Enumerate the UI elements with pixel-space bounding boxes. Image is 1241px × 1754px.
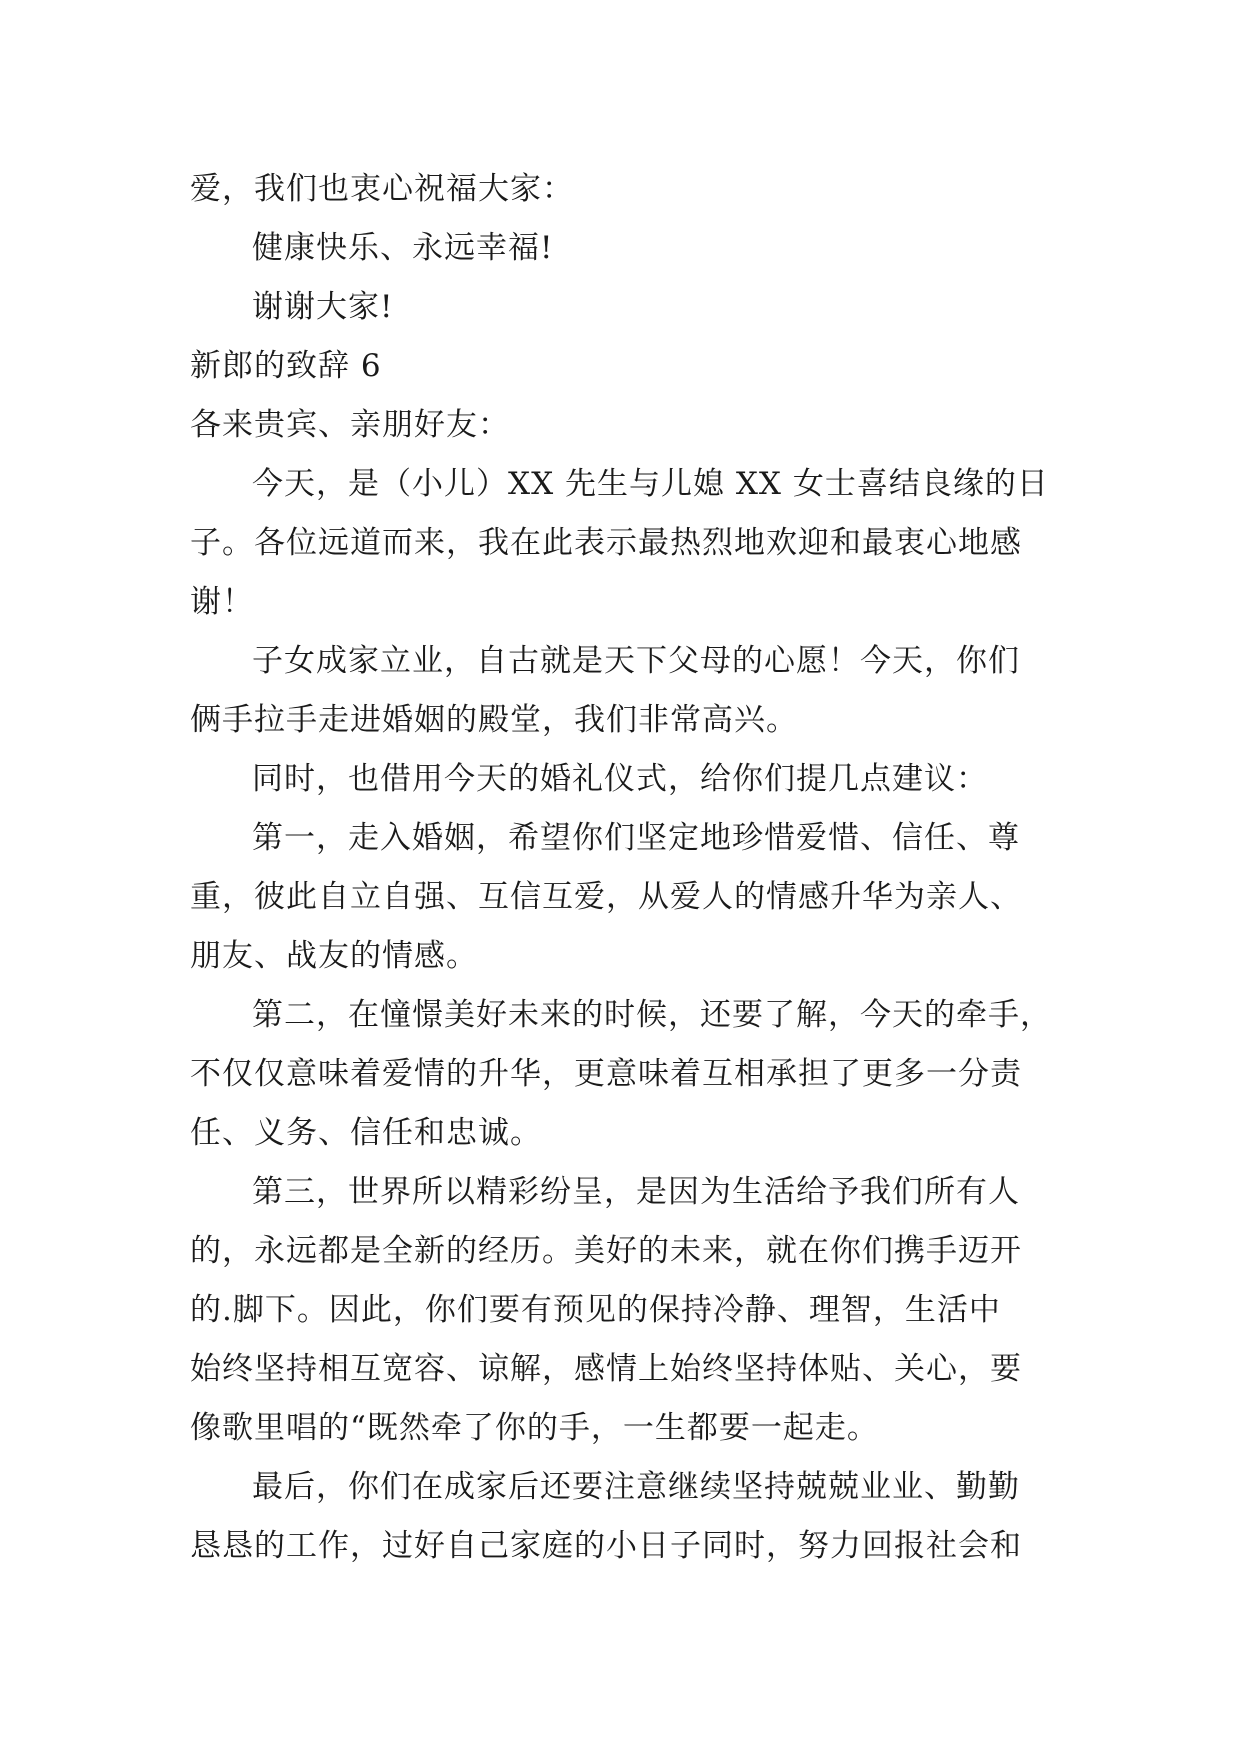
text-line: 的.脚下。因此，你们要有预见的保持冷静、理智，生活中 bbox=[190, 1292, 1001, 1328]
text-line: 始终坚持相互宽容、谅解，感情上始终坚持体贴、关心，要 bbox=[190, 1351, 1022, 1387]
text-line: 第一，走入婚姻，希望你们坚定地珍惜爱惜、信任、尊 bbox=[252, 820, 1020, 856]
salutation: 各来贵宾、亲朋好友： bbox=[190, 407, 510, 443]
text-line: 第二，在憧憬美好未来的时候，还要了解，今天的牵手， bbox=[252, 997, 1052, 1033]
text-line: 谢谢大家! bbox=[252, 289, 394, 325]
text-line: 健康快乐、永远幸福! bbox=[252, 230, 554, 266]
section-heading: 新郎的致辞 6 bbox=[190, 348, 382, 384]
text-line: 俩手拉手走进婚姻的殿堂，我们非常高兴。 bbox=[190, 702, 798, 738]
text-line: 恳恳的工作，过好自己家庭的小日子同时，努力回报社会和 bbox=[190, 1528, 1022, 1564]
text-line: 像歌里唱的“既然牵了你的手，一生都要一起走。 bbox=[190, 1410, 879, 1446]
document-body bbox=[190, 160, 1052, 1576]
text-line: 最后，你们在成家后还要注意继续坚持兢兢业业、勤勤 bbox=[252, 1469, 1020, 1505]
text-line: 同时，也借用今天的婚礼仪式，给你们提几点建议： bbox=[252, 761, 988, 797]
text-line: 今天，是（小儿）XX 先生与儿媳 XX 女士喜结良缘的日 bbox=[252, 466, 1049, 502]
text-line: 任、义务、信任和忠诚。 bbox=[190, 1115, 542, 1151]
text-line: 朋友、战友的情感。 bbox=[190, 938, 478, 974]
text-line: 子。各位远道而来，我在此表示最热烈地欢迎和最衷心地感 bbox=[190, 525, 1022, 561]
text-line: 不仅仅意味着爱情的升华，更意味着互相承担了更多一分责 bbox=[190, 1056, 1022, 1092]
text-line: 第三，世界所以精彩纷呈，是因为生活给予我们所有人 bbox=[252, 1174, 1020, 1210]
text-line: 重，彼此自立自强、互信互爱，从爱人的情感升华为亲人、 bbox=[190, 879, 1022, 915]
text-line: 谢！ bbox=[190, 584, 254, 620]
text-line: 爱，我们也衷心祝福大家： bbox=[190, 171, 574, 207]
text-line: 子女成家立业，自古就是天下父母的心愿！今天，你们 bbox=[252, 643, 1020, 679]
text-line: 的，永远都是全新的经历。美好的未来，就在你们携手迈开 bbox=[190, 1233, 1022, 1269]
